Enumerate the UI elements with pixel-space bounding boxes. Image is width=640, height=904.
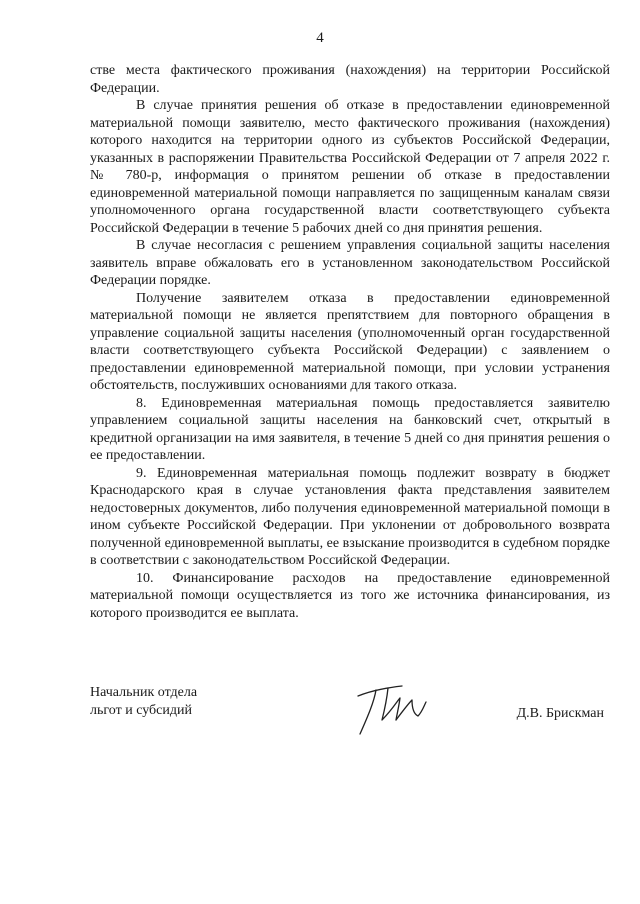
paragraph-continuation: стве места фактического проживания (нахождения) на территории Российской Федерации. [90, 63, 610, 96]
signer-name: Д.В. Брискман [516, 706, 604, 721]
paragraph-appeal: В случае несогласия с решением управления социальной защиты населения заявитель вправе обжаловать его в установленном законодательством Российской Федерации порядке. [90, 238, 610, 288]
paragraph-reapplication: Получение заявителем отказа в предоставлении единовременной материальной помощи не является препятствием для повторного обращения в управление социальной защиты населения (уполномоченный орган государственной власти соответствующего субъекта Российской Федерации) с заявлением о предоставлении единовременной материальной помощи, при условии устранения обстоятельств, послуживших основаниями для такого отказа. [90, 290, 610, 393]
signer-position [90, 684, 197, 719]
paragraph-item-9: 9. Единовременная материальная помощь подлежит возврату в бюджет Краснодарского края в случае установления факта представления заявителем недостоверных документов, либо получения единовременной материальной помощи в ином субъекте Российской Федерации. При уклонении от добровольного возврата полученной единовременной выплаты, ее взыскание производится в судебном порядке в соответствии с законодательством Российской Федерации. [90, 465, 610, 568]
page-number: 4 [316, 30, 324, 46]
signer-position-line-2: льгот и субсидий [90, 702, 192, 718]
paragraph-refusal-notification: В случае принятия решения об отказе в предоставлении единовременной материальной помощи заявителю, место фактического проживания (нахождения) которого находится на территории одного из субъектов Российской Федерации, указанных в распоряжении Правительства Российской Федерации от 7 апреля 2022 г. № 780-р, информация о принятом решении об отказе в предоставлении единовременной материальной помощи направляется по защищенным каналам связи уполномоченного органа государственной власти соответствующего субъекта Российской Федерации в течение 5 рабочих дней со дня принятия решения. [90, 98, 610, 236]
paragraph-item-10: 10. Финансирование расходов на предоставление единовременной материальной помощи осуществляется из того же источника финансирования, из которого производится ее выплата. [90, 570, 610, 621]
signer-position-line-1: Начальник отдела [90, 685, 198, 700]
document-body [90, 62, 610, 622]
handwritten-signature [352, 676, 430, 738]
signature-block [90, 684, 610, 744]
paragraph-item-8: 8. Единовременная материальная помощь предоставляется заявителю управлением социальной защиты населения на банковский счет, открытый в кредитной организации на имя заявителя, в течение 5 дней со дня принятия решения о ее предоставлении. [90, 395, 610, 463]
